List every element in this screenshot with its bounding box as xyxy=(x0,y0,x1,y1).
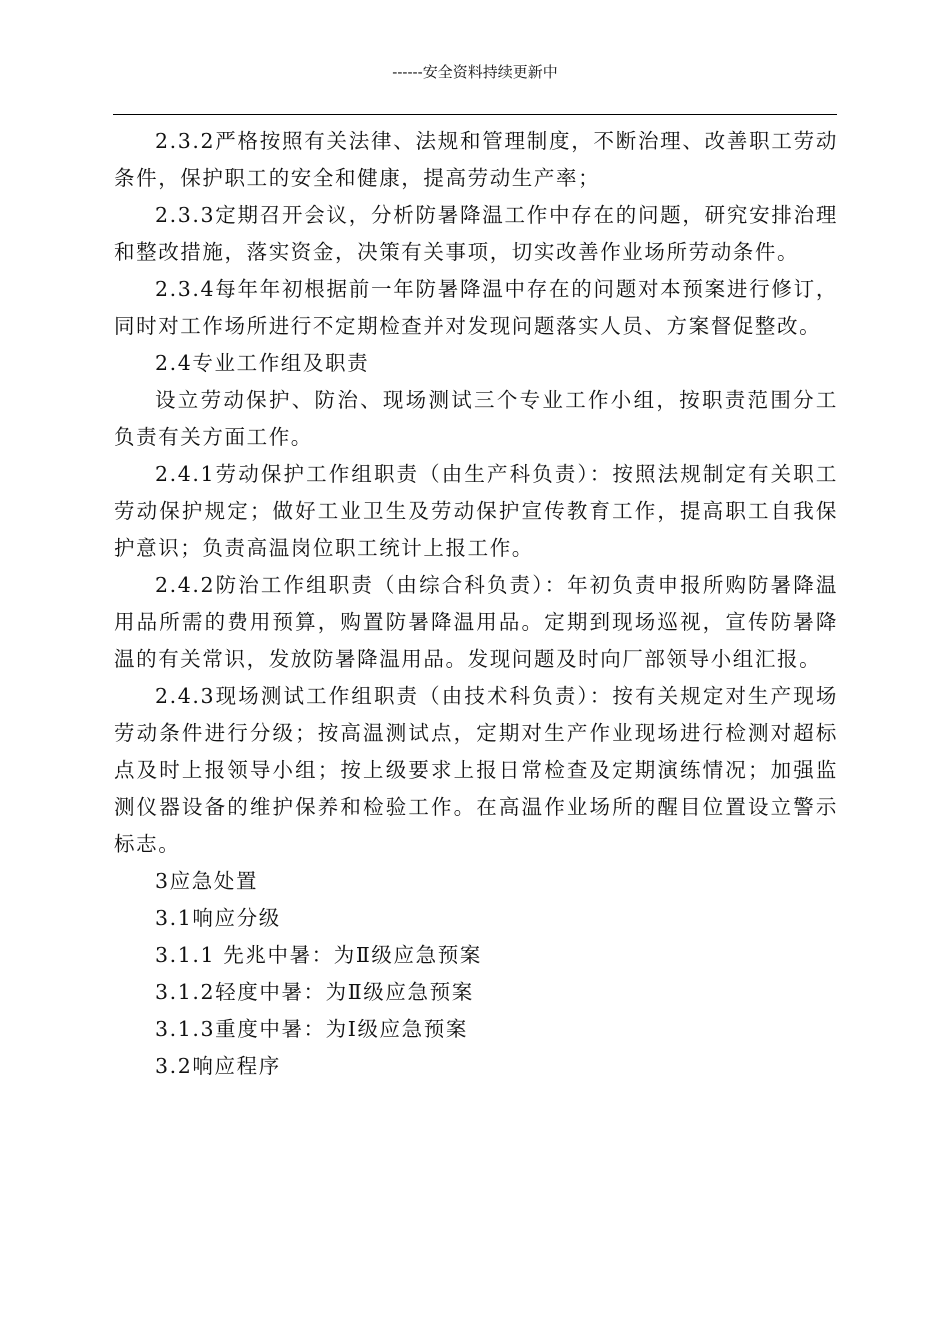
heading-3: 3应急处置 xyxy=(155,869,259,893)
paragraph-2-3-3: 2.3.3定期召开会议，分析防暑降温工作中存在的问题，研究安排治理和整改措施，落实资金，决策有关事项，切实改善作业场所劳动条件。 xyxy=(114,203,838,264)
heading-3-2: 3.2响应程序 xyxy=(155,1054,281,1078)
document-body xyxy=(114,123,838,1085)
paragraph-2-4-2: 2.4.2防治工作组职责（由综合科负责）：年初负责申报所购防暑降温用品所需的费用预算，购置防暑降温用品。定期到现场巡视，宣传防暑降温的有关常识，发放防暑降温用品。发现问题及时向厂部领导小组汇报。 xyxy=(114,573,838,671)
heading-3-1: 3.1响应分级 xyxy=(155,906,281,930)
page-header: ------安全资料持续更新中 xyxy=(392,63,558,81)
paragraph-2-3-4: 2.3.4每年年初根据前一年防暑降温中存在的问题对本预案进行修订，同时对工作场所进行不定期检查并对发现问题落实人员、方案督促整改。 xyxy=(114,277,838,338)
paragraph-2-3-2: 2.3.2严格按照有关法律、法规和管理制度，不断治理、改善职工劳动条件，保护职工的安全和健康，提高劳动生产率； xyxy=(114,129,838,190)
heading-2-4: 2.4专业工作组及职责 xyxy=(155,351,370,375)
paragraph-2-4-intro: 设立劳动保护、防治、现场测试三个专业工作小组，按职责范围分工负责有关方面工作。 xyxy=(114,388,838,449)
item-3-1-3: 3.1.3重度中暑：为Ⅰ级应急预案 xyxy=(155,1017,468,1041)
paragraph-2-4-3: 2.4.3现场测试工作组职责（由技术科负责）：按有关规定对生产现场劳动条件进行分级；按高温测试点，定期对生产作业现场进行检测对超标点及时上报领导小组；按上级要求上报日常检查及定期演练情况；加强监测仪器设备的维护保养和检验工作。在高温作业场所的醒目位置设立警示标志。 xyxy=(114,684,838,856)
item-3-1-1: 3.1.1 先兆中暑：为Ⅱ级应急预案 xyxy=(155,943,482,967)
item-3-1-2: 3.1.2轻度中暑：为Ⅱ级应急预案 xyxy=(155,980,474,1004)
paragraph-2-4-1: 2.4.1劳动保护工作组职责（由生产科负责）：按照法规制定有关职工劳动保护规定；做好工业卫生及劳动保护宣传教育工作，提高职工自我保护意识；负责高温岗位职工统计上报工作。 xyxy=(114,462,838,560)
header-divider xyxy=(113,114,837,115)
